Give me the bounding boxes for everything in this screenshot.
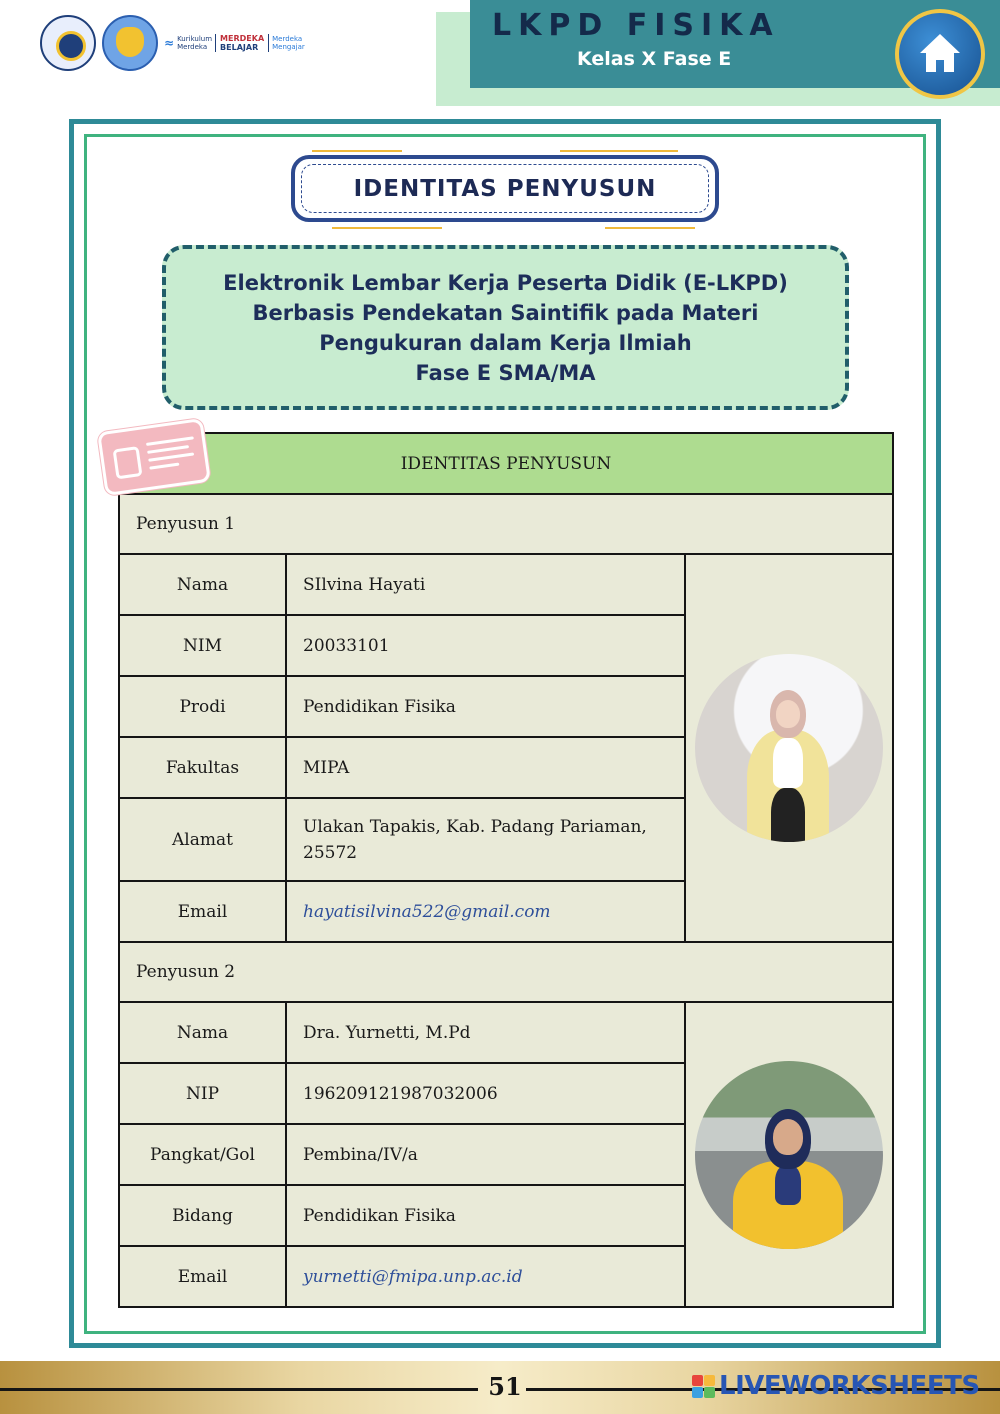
unp-logo — [40, 15, 96, 71]
row-value: 20033101 — [286, 615, 685, 676]
footer-divider — [0, 1388, 478, 1391]
row-value: Pendidikan Fisika — [286, 1185, 685, 1246]
row-value: Dra. Yurnetti, M.Pd — [286, 1002, 685, 1063]
liveworksheets-brand[interactable] — [692, 1371, 980, 1401]
penyusun-1-label: Penyusun 1 — [119, 494, 893, 554]
row-label: Prodi — [119, 676, 286, 737]
row-value: 196209121987032006 — [286, 1063, 685, 1124]
row-value: Pendidikan Fisika — [286, 676, 685, 737]
merdeka-mengajar-logo: Merdeka Mengajar — [272, 35, 305, 51]
email-link[interactable]: hayatisilvina522@gmail.com — [286, 881, 685, 942]
row-label: NIP — [119, 1063, 286, 1124]
page-number: 51 — [488, 1372, 522, 1401]
penyusun-2-label: Penyusun 2 — [119, 942, 893, 1002]
home-icon — [899, 13, 981, 95]
row-label: Email — [119, 1246, 286, 1307]
merdeka-belajar-logo: MERDEKA BELAJAR — [215, 34, 269, 52]
row-value: SIlvina Hayati — [286, 554, 685, 615]
email-link[interactable]: yurnetti@fmipa.unp.ac.id — [286, 1246, 685, 1307]
kurikulum-merdeka-logo: Kurikulum Merdeka — [177, 35, 213, 51]
title-decoration — [312, 150, 402, 152]
title-decoration — [332, 227, 442, 229]
row-label: Bidang — [119, 1185, 286, 1246]
liveworksheets-text: LIVEWORKSHEETS — [719, 1371, 980, 1401]
row-label: NIM — [119, 615, 286, 676]
row-label: Nama — [119, 1002, 286, 1063]
row-value: Ulakan Tapakis, Kab. Padang Pariaman, 25572 — [286, 798, 685, 881]
row-label: Alamat — [119, 798, 286, 881]
header-subtitle: Kelas X Fase E — [577, 48, 732, 70]
kurikulum-merdeka-icon: ≈ — [164, 36, 175, 50]
row-value: Pembina/IV/a — [286, 1124, 685, 1185]
program-logos — [164, 34, 305, 52]
row-label: Pangkat/Gol — [119, 1124, 286, 1185]
penyusun-2-photo — [695, 1061, 883, 1249]
tut-wuri-handayani-logo — [102, 15, 158, 71]
header-title: LKPD FISIKA — [492, 8, 780, 43]
table-header: IDENTITAS PENYUSUN — [119, 433, 893, 494]
header-logos — [40, 14, 305, 72]
row-value: MIPA — [286, 737, 685, 798]
table-row — [119, 554, 893, 615]
description-box — [162, 245, 849, 410]
table-row — [119, 1002, 893, 1063]
row-label: Fakultas — [119, 737, 286, 798]
row-label: Email — [119, 881, 286, 942]
liveworksheets-icon — [692, 1375, 715, 1398]
title-decoration — [605, 227, 695, 229]
photo-cell — [685, 554, 893, 942]
penyusun-1-photo — [695, 654, 883, 842]
section-title: IDENTITAS PENYUSUN — [353, 175, 657, 202]
photo-cell — [685, 1002, 893, 1307]
home-button[interactable] — [895, 9, 985, 99]
title-decoration — [560, 150, 678, 152]
row-label: Nama — [119, 554, 286, 615]
identity-table — [118, 432, 894, 1308]
description-text: Elektronik Lembar Kerja Peserta Didik (E-LKPD) Berbasis Pendekatan Saintifik pada Materi Pengukuran dalam Kerja Ilmiah Fase E SMA/MA — [223, 270, 788, 385]
section-title-badge — [291, 155, 719, 222]
